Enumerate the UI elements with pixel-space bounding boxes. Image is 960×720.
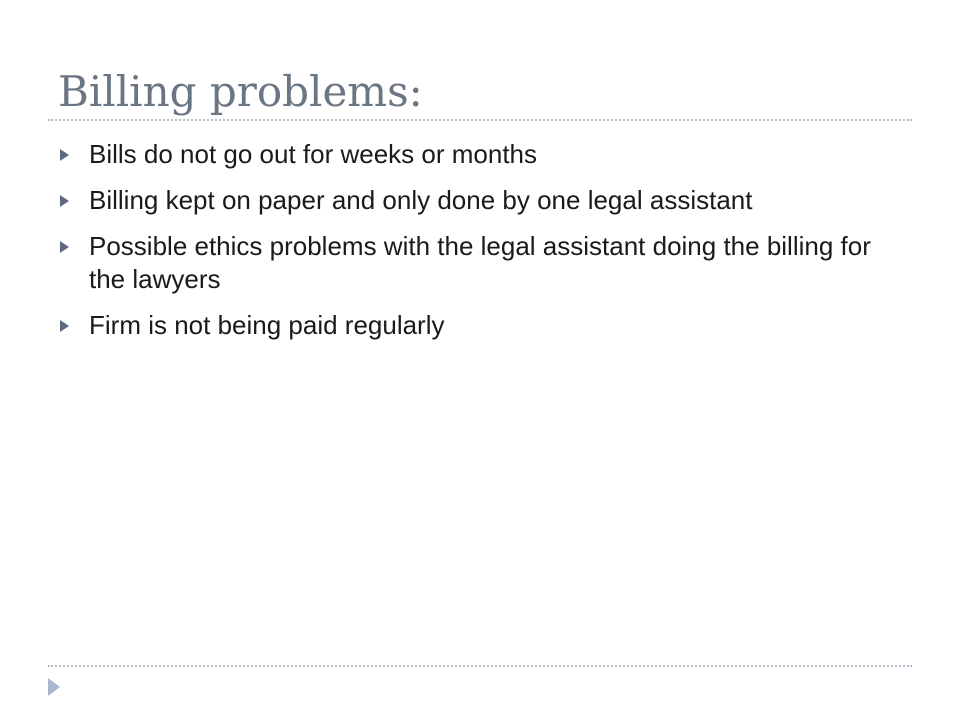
bullet-list [60, 138, 910, 355]
bullet-item [60, 309, 910, 342]
title-divider [48, 119, 912, 121]
triangle-right-icon [48, 678, 60, 696]
triangle-right-icon [60, 320, 69, 332]
bullet-text: Bills do not go out for weeks or months [89, 139, 538, 169]
slide-title: Billing problems: [58, 67, 423, 116]
triangle-right-icon [60, 195, 69, 207]
triangle-right-icon [60, 149, 69, 161]
bullet-item [60, 230, 910, 296]
bullet-text: Billing kept on paper and only done by one legal assistant [89, 185, 753, 215]
bullet-item [60, 184, 910, 217]
bullet-text: Firm is not being paid regularly [89, 310, 445, 340]
triangle-right-icon [60, 241, 69, 253]
footer-divider [48, 665, 912, 667]
bullet-text: Possible ethics problems with the legal assistant doing the billing for the lawyers [89, 231, 871, 294]
bullet-item [60, 138, 910, 171]
